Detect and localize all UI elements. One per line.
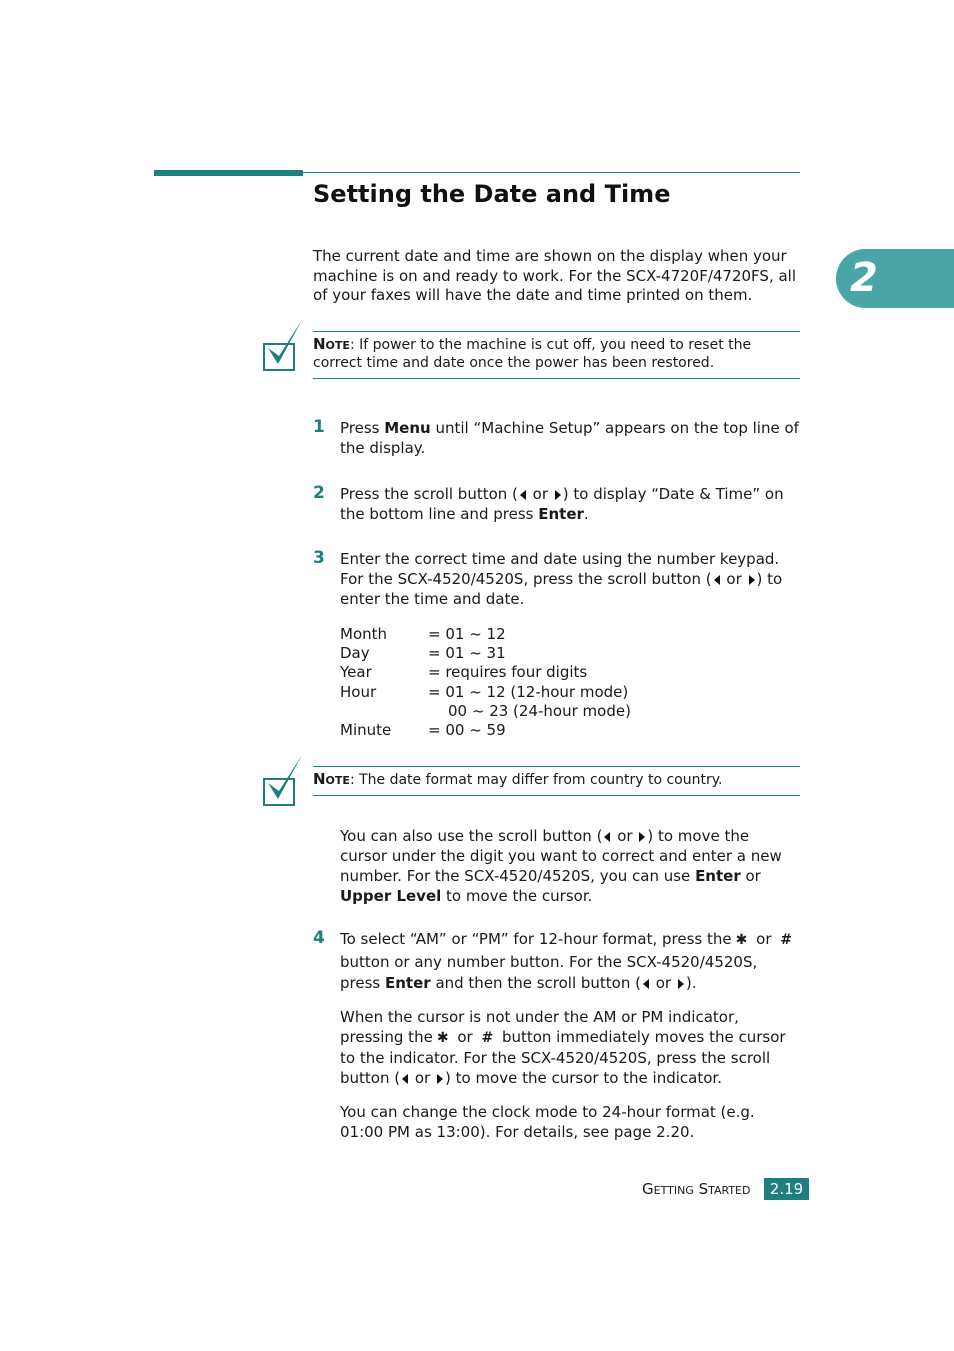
upper-level-key-label: Upper Level: [340, 887, 442, 905]
text-run: to move the cursor.: [441, 887, 593, 905]
text-run: Press the scroll button (: [340, 485, 518, 503]
text-run: You can also use the scroll button (: [340, 827, 603, 845]
range-row: [340, 683, 740, 702]
range-value: 00 ~ 23 (24-hour mode): [448, 701, 631, 720]
range-row: [340, 721, 740, 740]
text-run: or: [410, 1069, 435, 1087]
range-label: Hour: [340, 682, 377, 701]
clock-mode-paragraph: You can change the clock mode to 24-hour format (e.g. 01:00 PM as 13:00). For details, see page 2.20.: [340, 1103, 755, 1141]
range-value: = 01 ~ 12: [428, 625, 506, 643]
scroll-right-icon: [639, 832, 645, 842]
scroll-right-icon: [555, 490, 561, 500]
text-run: button or any number button. For the SCX-4520/4520S, press: [340, 952, 758, 992]
scroll-right-icon: [678, 979, 684, 989]
text-run: .: [583, 505, 589, 523]
cursor-indicator-paragraph: [340, 1007, 800, 1088]
range-row: [340, 702, 740, 721]
note-label: Note: [313, 335, 350, 353]
range-value: = 01 ~ 31: [428, 644, 506, 663]
text-run: ) to move the cursor to the indicator.: [445, 1069, 722, 1087]
menu-key-label: Menu: [384, 419, 431, 437]
range-row: [340, 644, 740, 663]
text-run: or: [452, 1028, 478, 1046]
range-label: [340, 702, 448, 721]
enter-key-label: Enter: [695, 867, 741, 885]
text-run: or: [751, 930, 777, 948]
step-1-text: [340, 418, 800, 458]
text-run: Press: [340, 419, 385, 437]
scroll-left-icon: [520, 490, 526, 500]
range-label: Minute: [340, 721, 392, 740]
step-4-text: [340, 929, 800, 995]
text-run: ).: [685, 974, 697, 992]
text-run: or: [527, 485, 553, 503]
footer-chapter-label: Getting Started: [642, 1180, 751, 1198]
text-run: and then the scroll button (: [430, 974, 641, 992]
range-label: Year: [340, 663, 372, 682]
scroll-cursor-paragraph: [340, 826, 800, 906]
range-row: [340, 625, 740, 644]
text-run: or: [612, 827, 638, 845]
enter-key-label: Enter: [538, 505, 584, 523]
page-number: 2.19: [764, 1178, 809, 1200]
text-run: ) to move the cursor under the digit you want to correct and enter a new number. For the SCX-4520/4520S, you can use: [340, 827, 782, 885]
step-number: 1: [313, 417, 325, 437]
step-number: 3: [313, 548, 325, 568]
note-check-icon: [262, 318, 306, 372]
step-number: 2: [313, 483, 325, 503]
range-row: [340, 663, 740, 682]
note-label: Note: [313, 770, 350, 788]
note-text: : If power to the machine is cut off, you need to reset the correct time and date once the power has been restored.: [313, 337, 752, 371]
range-value: = 01 ~ 12 (12-hour mode): [428, 682, 629, 701]
intro-paragraph: The current date and time are shown on the display when your machine is on and ready to work. For the SCX-4720F/4720FS, all of your faxes will have the date and time printed on them.: [313, 247, 797, 304]
star-key-icon: ✱: [735, 932, 748, 948]
scroll-left-icon: [402, 1074, 408, 1084]
text-run: or: [740, 867, 761, 885]
step-2-text: [340, 484, 800, 524]
text-run: or: [721, 570, 747, 588]
range-label: Day: [340, 644, 370, 663]
text-run: or: [650, 974, 676, 992]
star-key-icon: ✱: [436, 1030, 449, 1046]
text-run: ) to enter the time and date.: [340, 570, 783, 608]
hash-key-icon: #: [481, 1030, 494, 1046]
note-box-power: [313, 331, 800, 379]
date-time-range-table: [340, 625, 740, 740]
note-check-icon: [262, 753, 306, 807]
scroll-right-icon: [749, 575, 755, 585]
chapter-number: 2: [850, 255, 878, 301]
text-run: When the cursor is not under the AM or PM indicator, pressing the: [340, 1008, 739, 1046]
note-text: : The date format may differ from country to country.: [349, 772, 723, 788]
text-run: button immediately moves the cursor to the indicator. For the SCX-4520/4520S, press the scroll button (: [340, 1028, 786, 1087]
scroll-left-icon: [714, 575, 720, 585]
text-line: Enter the correct time and date using the number keypad.: [340, 550, 780, 568]
text-run: until “Machine Setup” appears on the top line of the display.: [340, 419, 799, 457]
range-label: Month: [340, 625, 388, 643]
step-3-text: [340, 549, 800, 609]
scroll-left-icon: [643, 979, 649, 989]
text-run: For the SCX-4520/4520S, press the scroll button (: [340, 570, 712, 588]
text-run: To select “AM” or “PM” for 12-hour format, press the: [340, 930, 732, 948]
section-top-rule: [303, 172, 800, 173]
note-box-date-format: [313, 766, 800, 796]
step-number: 4: [313, 928, 325, 948]
range-value: = requires four digits: [428, 663, 588, 682]
hash-key-icon: #: [780, 932, 792, 948]
section-accent-bar: [154, 170, 303, 176]
range-value: = 00 ~ 59: [428, 721, 506, 740]
section-title: Setting the Date and Time: [313, 180, 671, 208]
enter-key-label: Enter: [385, 974, 431, 992]
text-run: ) to display “Date & Time” on the bottom line and press: [340, 485, 784, 523]
scroll-left-icon: [604, 832, 610, 842]
scroll-right-icon: [437, 1074, 443, 1084]
